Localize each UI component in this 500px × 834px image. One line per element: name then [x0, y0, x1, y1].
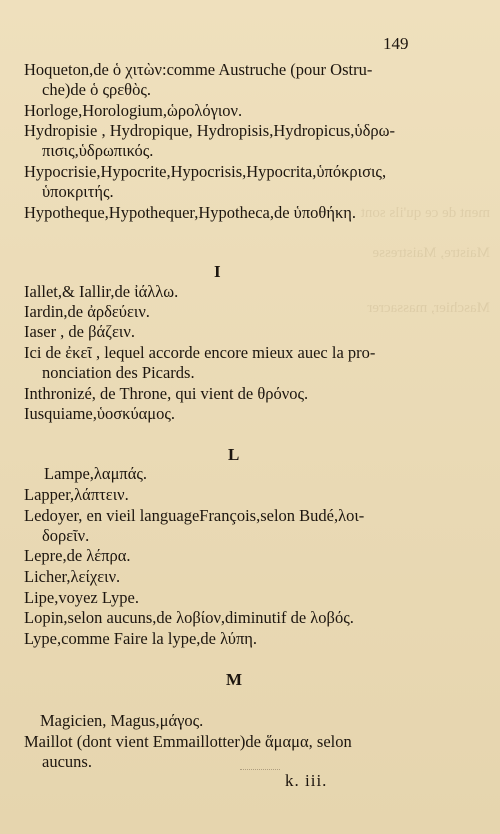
entry-licher: Licher,λείχειν.	[24, 567, 121, 586]
entry-ici: Ici de ἐκεῖ , lequel accorde encore mieux auec la pro- nonciation des Picards.	[24, 343, 376, 382]
section-heading-i: I	[214, 262, 221, 281]
entry-lipe: Lipe,voyez Lype.	[24, 588, 140, 607]
entry-iardin: Iardin,de ἀρδεύειν.	[24, 302, 150, 321]
ornament	[240, 759, 280, 770]
entry-hypocrisie: Hypocrisie,Hypocrite,Hypocrisis,Hypocrita,ὑπόκρισις, ὑποκριτής.	[24, 162, 387, 201]
entry-horloge: Horloge,Horologium,ὡρολόγιον.	[24, 101, 243, 120]
entry-lype: Lype,comme Faire la lype,de λύπη.	[24, 629, 258, 648]
entry-ledoyer: Ledoyer, en vieil languageFrançois,selon Budé,λοι- δορεῖν.	[24, 506, 365, 545]
entry-hypotheque: Hypotheque,Hypothequer,Hypotheca,de ὑποθήκη.	[24, 203, 357, 222]
entry-hydropisie: Hydropisie , Hydropique, Hydropisis,Hydropicus,ὑδρω- πισις,ὑδρωπικός.	[24, 121, 395, 160]
entry-iallet: Iallet,& Iallir,de ἰάλλω.	[24, 282, 179, 301]
section-heading-l: L	[228, 445, 240, 464]
show-through-text: ment de ce qu'ils sont	[360, 205, 490, 221]
entry-hoqueton: Hoqueton,de ὁ χιτὼν:comme Austruche (pour Ostru- che)de ὁ ςρεθὸς.	[24, 60, 373, 99]
entry-magicien: Magicien, Magus,μάγος.	[40, 711, 204, 730]
show-through-text: Maschier, massacrer	[367, 300, 490, 316]
signature-mark: k. iii.	[285, 771, 328, 790]
entry-lapper: Lapper,λάπτειν.	[24, 485, 129, 504]
entry-iaser: Iaser , de βάζειν.	[24, 322, 135, 341]
page-number: 149	[383, 34, 409, 53]
entry-iusquiame: Iusquiame,ὑοσκύαμος.	[24, 404, 176, 423]
section-heading-m: M	[226, 670, 243, 689]
entry-maillot: Maillot (dont vient Emmaillotter)de ἅμαμα, selon aucuns.	[24, 732, 352, 771]
entry-lampe: Lampe,λαμπάς.	[44, 464, 148, 483]
entry-lopin: Lopin,selon aucuns,de λοβίον,diminutif de λοβός.	[24, 608, 354, 627]
entry-lepre: Lepre,de λέπρα.	[24, 546, 131, 565]
entry-inthronize: Inthronizé, de Throne, qui vient de θρόνος.	[24, 384, 309, 403]
show-through-text: Maistre, Maistresse	[372, 245, 490, 261]
